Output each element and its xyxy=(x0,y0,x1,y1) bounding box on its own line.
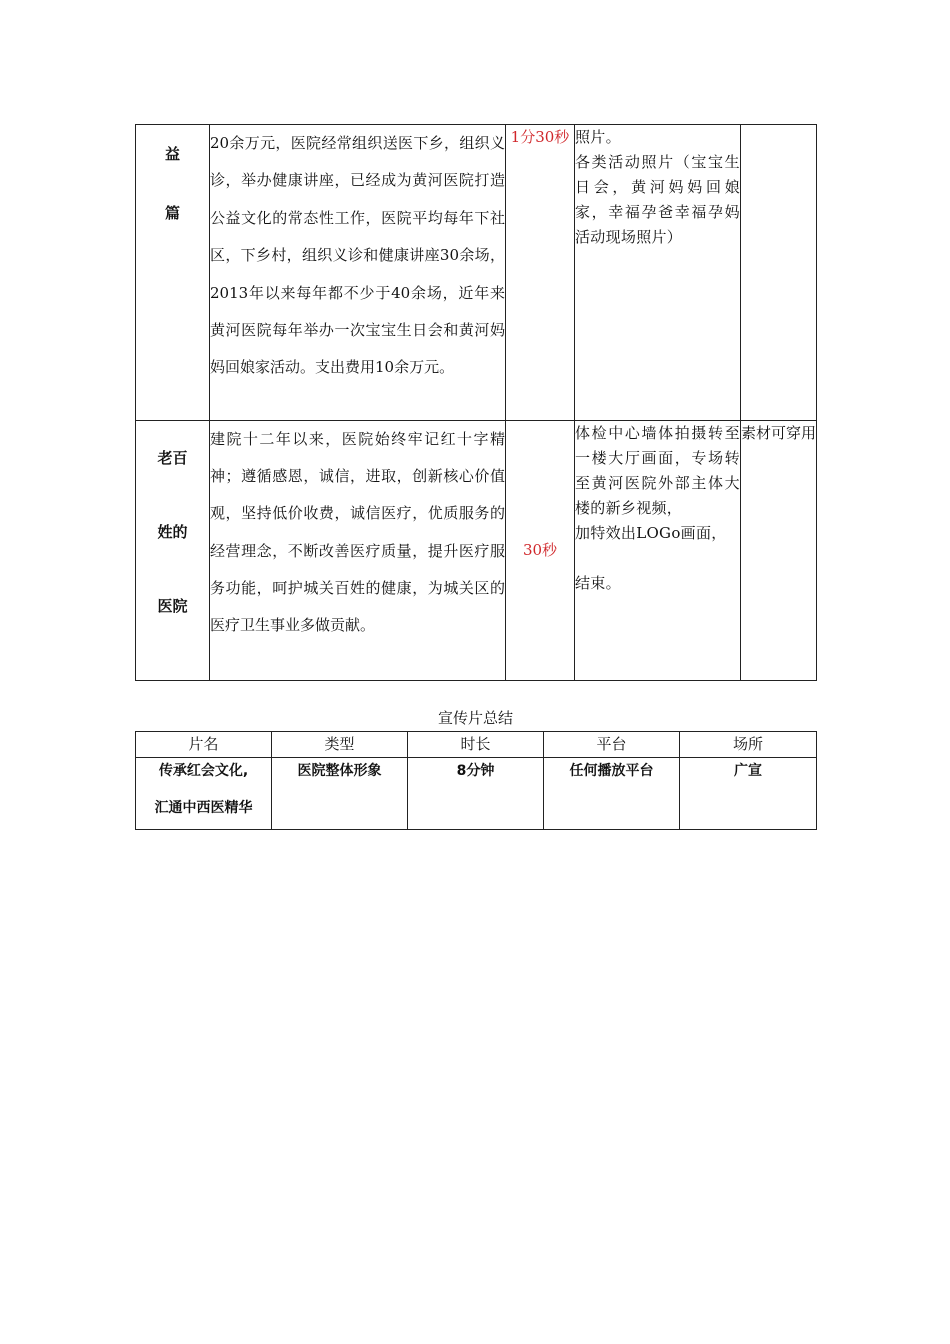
section-title xyxy=(136,125,210,421)
visual-description xyxy=(575,421,741,681)
section-title-line: 益 xyxy=(164,145,180,163)
header-type: 类型 xyxy=(272,732,408,758)
film-duration: 8分钟 xyxy=(408,758,544,830)
header-venue: 场所 xyxy=(680,732,817,758)
visual-line xyxy=(575,546,740,571)
section-title-line: 老百 xyxy=(157,449,188,467)
summary-title: 宣传片总结 xyxy=(437,709,513,727)
header-name: 片名 xyxy=(136,732,272,758)
section-title xyxy=(136,421,210,681)
storyboard-table xyxy=(135,124,817,681)
visual-line: 照片。 xyxy=(575,128,621,146)
visual-description xyxy=(575,125,741,421)
note xyxy=(741,125,817,421)
film-venue: 广宣 xyxy=(680,758,817,830)
section-title-line: 姓的 xyxy=(157,523,188,541)
visual-line: 加特效出LOGo画面， xyxy=(575,524,727,542)
narration-text: 建院十二年以来，医院始终牢记红十字精神；遵循感恩，诚信，进取，创新核心价值观，坚持低价收费，诚信医疗，优质服务的经营理念，不断改善医疗质量，提升医疗服务功能，呵护城关百姓的健康，为城关区的医疗卫生事业多做贡献。 xyxy=(210,421,506,681)
visual-line: 各类活动照片（宝宝生日会，黄河妈妈回娘家，幸福孕爸幸福孕妈活动现场照片） xyxy=(575,153,740,246)
film-name xyxy=(136,758,272,830)
storyboard-row xyxy=(136,125,817,421)
summary-table xyxy=(135,731,817,830)
film-name-line: 传承红会文化, xyxy=(158,763,249,779)
film-name-line: 汇通中西医精华 xyxy=(154,800,253,816)
film-type: 医院整体形象 xyxy=(272,758,408,830)
section-title-line: 医院 xyxy=(157,597,188,615)
summary-header-row xyxy=(136,732,817,758)
storyboard-row xyxy=(136,421,817,681)
visual-line: 体检中心墙体拍摄转至一楼大厅画面，专场转至黄河医院外部主体大楼的新乡视频， xyxy=(575,424,740,517)
note: 素材可穿用 xyxy=(741,421,817,681)
header-duration: 时长 xyxy=(408,732,544,758)
narration-text: 20余万元，医院经常组织送医下乡，组织义诊，举办健康讲座，已经成为黄河医院打造公益文化的常态性工作，医院平均每年下社区，下乡村，组织义诊和健康讲座30余场，2013年以来每年都不少于40余场，近年来黄河医院每年举办一次宝宝生日会和黄河妈妈回娘家活动。支出费用10余万元。 xyxy=(210,125,506,421)
duration: 1分30秒 xyxy=(506,125,575,421)
section-title-line: 篇 xyxy=(164,204,180,222)
film-platform: 任何播放平台 xyxy=(544,758,680,830)
header-platform: 平台 xyxy=(544,732,680,758)
summary-row xyxy=(136,758,817,830)
visual-line: 结束。 xyxy=(575,574,621,592)
duration: 30秒 xyxy=(506,421,575,681)
